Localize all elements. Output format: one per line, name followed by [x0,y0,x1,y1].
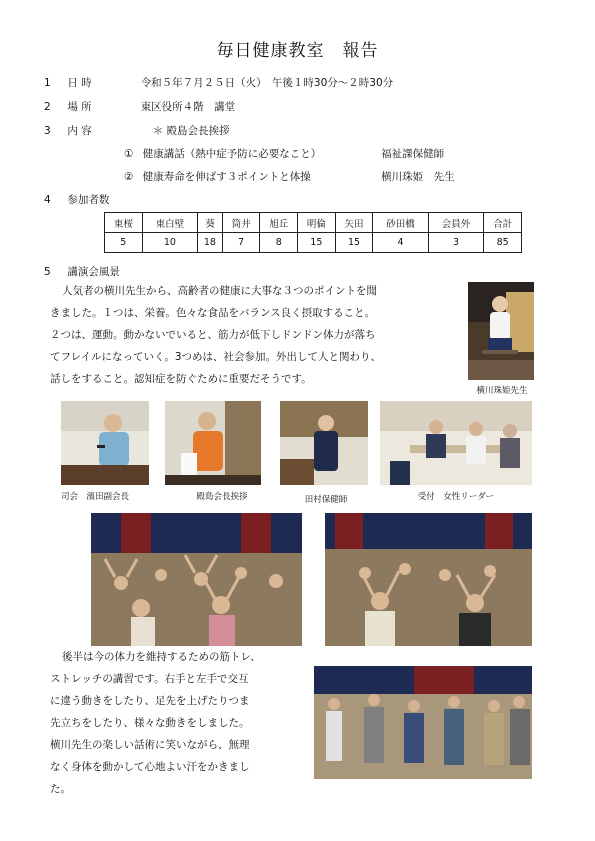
attendance-header-row [105,213,522,233]
photo-exercise-right [325,513,532,646]
content-line-exercise [124,169,455,184]
attendance-value-cell: 10 [142,233,198,253]
list-marker: ① [124,148,134,160]
content-text: 健康寿命を伸ばす３ポイントと体操 [142,171,311,183]
caption-reception: 受付 女性リーダー [417,492,495,502]
attendance-value-cell: 15 [298,233,336,253]
content-text: 健康講話（熱中症予防に必要なこと） [142,148,322,160]
item-value: 東区役所４階 講堂 [140,101,236,113]
item-scene [44,264,120,279]
item-number: 1 [44,77,51,89]
attendance-header-cell: 会員外 [428,213,484,233]
attendance-value-cell: 15 [335,233,373,253]
content-line-greeting: ＊ 殿島会長挨拶 [152,125,230,137]
item-number: 2 [44,101,51,113]
paragraph-line: 人気者の横川先生から、高齢者の健康に大事な３つのポイントを聞 [62,285,377,297]
attendance-table [104,212,522,253]
item-value: 令和５年７月２５日（火） 午後１時30分～２時30分 [140,77,394,89]
paragraph-line: 後半は今の体力を維持するための筋トレ、 [62,651,261,663]
item-number: 4 [44,194,51,206]
attendance-header-cell: 合計 [484,213,522,233]
attendance-value-row [105,233,522,253]
attendance-value-cell: 18 [198,233,223,253]
item-number: 3 [44,125,51,137]
photo-exercise-standing [314,666,532,779]
paragraph-exercise-summary [50,646,310,800]
attendance-header-cell: 明倫 [298,213,336,233]
attendance-value-cell: 7 [222,233,260,253]
photo-president [165,401,261,485]
photo-exercise-left [91,513,302,646]
attendance-value-cell: 85 [484,233,522,253]
attendance-header-cell: 砂田橋 [373,213,429,233]
paragraph-line: ２つは、運動。動かないでいると、筋力が低下しドンドン体力が落ち [50,329,376,341]
paragraph-line: てフレイルになっていく。3つめは、社会参加。外出して人と関わり、 [50,351,382,363]
item-label: 参加者数 [67,194,110,206]
page-title: 毎日健康教室 報告 [216,41,379,61]
attendance-header-cell: 東白壁 [142,213,198,233]
photo-teacher [468,282,534,380]
paragraph-line: 先立ちをしたり、様々な動きをしました。 [50,717,250,729]
attendance-value-cell: 8 [260,233,298,253]
content-speaker: 横川珠姫 先生 [381,171,455,183]
attendance-header-cell: 矢田 [335,213,373,233]
attendance-header-cell: 筒井 [222,213,260,233]
item-attendance [44,192,109,207]
item-place [44,99,235,114]
content-line-lecture [124,146,444,161]
caption-host: 司会 濱田副会長 [61,492,130,502]
caption-nurse: 田村保健師 [304,495,348,505]
item-label: 内 容 [67,125,92,137]
paragraph-line: 話しをすること。認知症を防ぐために重要だそうです。 [50,373,312,385]
attendance-header-cell: 旭丘 [260,213,298,233]
paragraph-line: た。 [50,783,71,795]
paragraph-line: に違う動きをしたり、足先を上げたりつま [50,695,250,707]
caption-teacher: 横川珠姫先生 [476,386,528,396]
attendance-header-cell: 東桜 [105,213,143,233]
photo-host [61,401,149,485]
photo-nurse [280,401,368,485]
content-speaker: 福祉課保健師 [381,148,445,160]
attendance-value-cell: 5 [105,233,143,253]
list-marker: ② [124,171,134,183]
attendance-value-cell: 3 [428,233,484,253]
paragraph-line: なく身体を動かして心地よい汗をかきまし [50,761,250,773]
attendance-header-cell: 葵 [198,213,223,233]
item-number: 5 [44,266,51,278]
item-label: 場 所 [67,101,92,113]
photo-reception [380,401,532,485]
paragraph-line: 横川先生の楽しい話術に笑いながら、無理 [50,739,250,751]
item-content [44,123,230,138]
item-label: 講演会風景 [67,266,120,278]
item-label: 日 時 [67,77,92,89]
caption-president: 殿島会長挨拶 [196,492,248,502]
attendance-value-cell: 4 [373,233,429,253]
paragraph-lecture-summary [50,280,465,390]
paragraph-line: ストレッチの講習です。右手と左手で交互 [50,673,249,685]
paragraph-line: きました。１つは、栄養。色々な食品をバランス良く摂取すること。 [50,307,376,319]
item-date [44,75,393,90]
